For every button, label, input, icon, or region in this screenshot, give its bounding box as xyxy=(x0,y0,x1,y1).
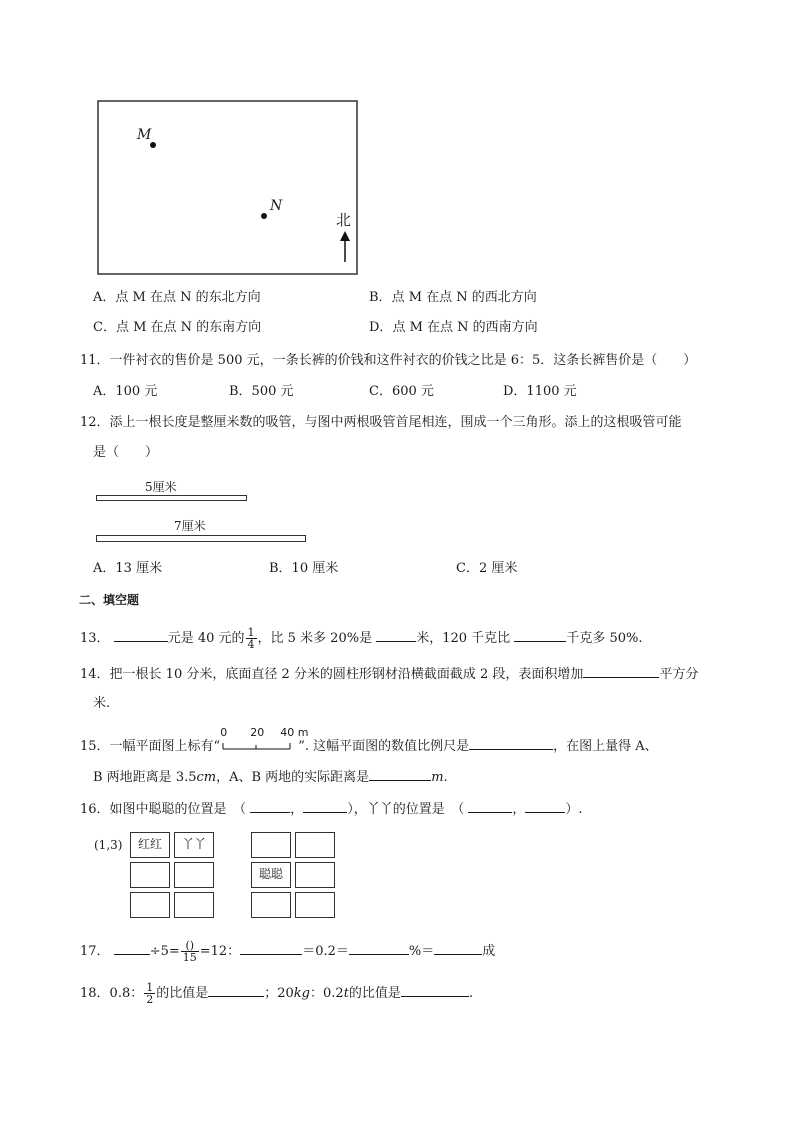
q17-blank-3[interactable] xyxy=(349,941,409,955)
seat xyxy=(130,862,170,888)
seat xyxy=(130,892,170,918)
seat xyxy=(295,892,335,918)
q12-option-c[interactable]: C．2 厘米 xyxy=(456,561,518,576)
q16-blank-4[interactable] xyxy=(525,799,565,813)
q12-stem-line1: 12．添上一根长度是整厘米数的吸管，与图中两根吸管首尾相连，围成一个三角形。添上的这根吸管可能 xyxy=(80,415,682,430)
q15-line1: 15．一幅平面图上标有“ 0 20 40 m ”. 这幅平面图的数值比例尺是 ，在图上量得 A、 xyxy=(80,725,658,754)
scale-label-20: 20 xyxy=(250,725,265,739)
q10-option-a[interactable]: A．点 M 在点 N 的东北方向 xyxy=(93,290,261,305)
q17-blank-4[interactable] xyxy=(434,941,482,955)
straw-2 xyxy=(96,535,306,542)
q14-blank[interactable] xyxy=(583,664,659,678)
straw-1-label: 5厘米 xyxy=(145,480,177,494)
scale-label-40m: 40 m xyxy=(280,725,309,739)
seat xyxy=(174,862,214,888)
straw-1 xyxy=(96,495,247,501)
point-n-label: N xyxy=(270,198,283,214)
seat-hong: 红红 xyxy=(130,832,170,858)
q17-blank-1[interactable] xyxy=(114,941,150,955)
section-title: 二、填空题 xyxy=(79,593,140,607)
q15-line2: B 两地距离是 3.5cm，A、B 两地的实际距离是 m. xyxy=(93,767,448,787)
q16-blank-2[interactable] xyxy=(303,799,347,813)
q16-stem: 16．如图中聪聪的位置是 （ ， ），丫丫的位置是 （ ， ）. xyxy=(80,799,583,819)
q14-line1: 14．把一根长 10 分米，底面直径 2 分米的圆柱形钢材沿横截面截成 2 段，表面积增加 平方分 xyxy=(80,664,698,684)
q17-fraction: $\frac{()}{15}$ xyxy=(182,939,197,964)
q12-option-b[interactable]: B．10 厘米 xyxy=(269,561,339,576)
north-arrow-head xyxy=(340,231,350,241)
q12-option-a[interactable]: A．13 厘米 xyxy=(93,561,163,576)
q15-blank-2[interactable] xyxy=(369,767,431,781)
q18: 18．0.8： $\frac{1}{2}$ 的比值是 ；20kg：0.2t的比值是 . xyxy=(80,981,474,1006)
seat xyxy=(251,832,291,858)
q11-option-b[interactable]: B．500 元 xyxy=(229,384,294,399)
q11-option-a[interactable]: A．100 元 xyxy=(93,384,158,399)
q16-blank-3[interactable] xyxy=(468,799,512,813)
q18-fraction: $\frac{1}{2}$ xyxy=(146,981,154,1006)
seat-origin-label: (1,3) xyxy=(94,838,123,852)
q18-blank-2[interactable] xyxy=(401,983,469,997)
seat xyxy=(295,832,335,858)
q18-blank-1[interactable] xyxy=(208,983,264,997)
q11-option-d[interactable]: D．1100 元 xyxy=(503,384,577,399)
q11-stem: 11．一件衬衣的售价是 500 元，一条长裤的价钱和这件衬衣的价钱之比是 6：5．这条长裤售价是（ ） xyxy=(80,353,697,368)
north-label: 北 xyxy=(336,211,352,229)
q13-blank-3[interactable] xyxy=(514,628,566,642)
scale-label-0: 0 xyxy=(220,725,228,739)
q13-fraction: $\frac{1}{4}$ xyxy=(247,626,255,651)
seat xyxy=(174,892,214,918)
q17-blank-2[interactable] xyxy=(240,941,302,955)
seat-yaya: 丫丫 xyxy=(174,832,214,858)
q15-blank-1[interactable] xyxy=(469,736,553,750)
seat xyxy=(251,892,291,918)
point-n-dot xyxy=(261,213,267,219)
seat xyxy=(295,862,335,888)
q13: 13． 元是 40 元的 $\frac{1}{4}$ ，比 5 米多 20%是 米，120 千克比 千克多 50%. xyxy=(80,626,643,651)
q12-stem-line2: 是（ ） xyxy=(93,445,159,460)
straw-2-label: 7厘米 xyxy=(174,519,206,533)
q14-line2: 米. xyxy=(93,696,111,711)
point-m-label: M xyxy=(137,127,152,143)
q11-option-c[interactable]: C．600 元 xyxy=(369,384,434,399)
q16-blank-1[interactable] xyxy=(250,799,290,813)
q13-blank-2[interactable] xyxy=(376,628,416,642)
q17: 17． ÷5= $\frac{()}{15}$ =12： ＝0.2＝ %＝ 成 xyxy=(80,939,496,964)
q10-option-d[interactable]: D．点 M 在点 N 的西南方向 xyxy=(369,320,538,335)
seat-congcong: 聪聪 xyxy=(251,862,291,888)
q10-option-c[interactable]: C．点 M 在点 N 的东南方向 xyxy=(93,320,262,335)
scale-bar xyxy=(220,725,309,756)
q10-option-b[interactable]: B．点 M 在点 N 的西北方向 xyxy=(369,290,537,305)
q13-blank-1[interactable] xyxy=(114,628,168,642)
